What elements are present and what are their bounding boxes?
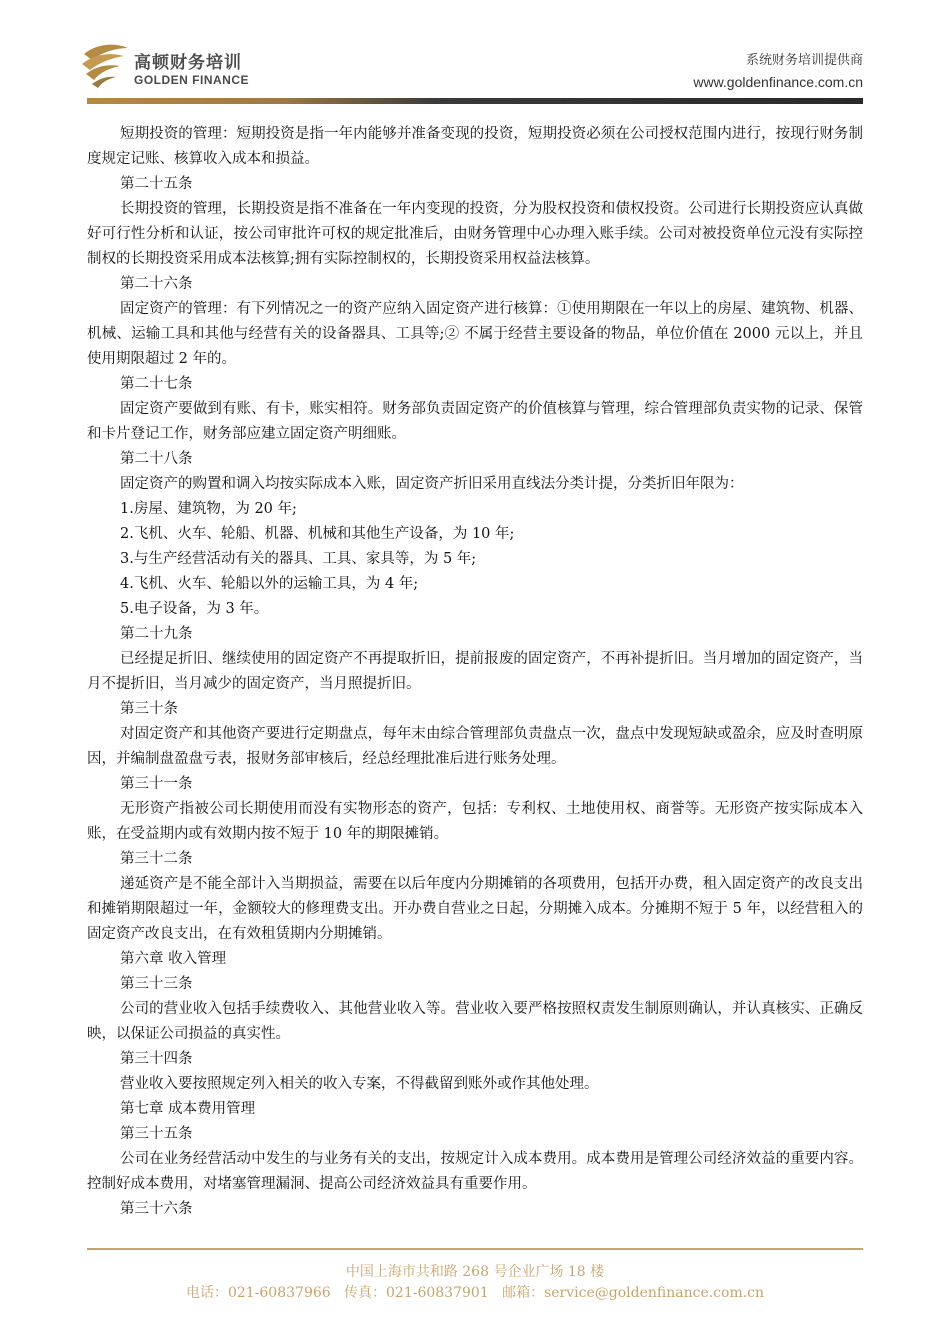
article-heading: 第三十条	[120, 701, 178, 717]
article-heading: 第三十三条	[120, 976, 193, 992]
article-heading: 第三十二条	[120, 851, 193, 867]
paragraph: 固定资产要做到有账、有卡，账实相符。财务部负责固定资产的价值核算与管理，综合管理部负责实物的记录、保管和卡片登记工作，财务部应建立固定资产明细账。	[87, 401, 863, 442]
logo-english-name: GOLDEN FINANCE	[134, 73, 249, 87]
list-item: 5.电子设备，为 3 年。	[120, 601, 269, 617]
page-footer	[0, 1262, 950, 1304]
footer-address: 中国上海市共和路 268 号企业广场 18 楼	[345, 1264, 605, 1280]
paragraph: 短期投资的管理：短期投资是指一年内能够并准备变现的投资，短期投资必须在公司授权范围内进行，按现行财务制度规定记账、核算收入成本和损益。	[87, 126, 863, 167]
article-heading: 第二十六条	[120, 276, 193, 292]
header-tagline: 系统财务培训提供商	[745, 53, 863, 68]
paragraph: 已经提足折旧、继续使用的固定资产不再提取折旧，提前报废的固定资产，不再补提折旧。当月增加的固定资产，当月不提折旧，当月减少的固定资产，当月照提折旧。	[87, 651, 863, 692]
list-item: 4.飞机、火车、轮船以外的运输工具，为 4 年;	[120, 576, 419, 592]
article-heading: 第三十一条	[120, 776, 193, 792]
paragraph: 固定资产的购置和调入均按实际成本入账，固定资产折旧采用直线法分类计提，分类折旧年限为：	[120, 476, 744, 492]
logo-chinese-name: 高顿财务培训	[134, 53, 242, 73]
header-website: www.goldenfinance.com.cn	[693, 74, 863, 90]
paragraph: 长期投资的管理，长期投资是指不准备在一年内变现的投资，分为股权投资和债权投资。公司进行长期投资应认真做好可行性分析和认证，按公司审批许可权的规定批准后，由财务管理中心办理入账手续。公司对被投资单位元没有实际控制权的长期投资采用成本法核算;拥有实际控制权的，长期投资采用权益法核算。	[87, 201, 863, 267]
paragraph: 固定资产的管理：有下列情况之一的资产应纳入固定资产进行核算：①使用期限在一年以上的房屋、建筑物、机器、机械、运输工具和其他与经营有关的设备器具、工具等;② 不属于经营主要设备的物品，单位价值在 2000 元以上，并且使用期限超过 2 年的。	[87, 301, 863, 367]
footer-contact: 电话：021-60837966 传真：021-60837901 邮箱：service@goldenfinance.com.cn	[185, 1285, 765, 1301]
paragraph: 公司的营业收入包括手续费收入、其他营业收入等。营业收入要严格按照权责发生制原则确认，并认真核实、正确反映，以保证公司损益的真实性。	[87, 1001, 863, 1042]
article-heading: 第三十四条	[120, 1051, 193, 1067]
header-divider	[87, 98, 863, 104]
list-item: 2.飞机、火车、轮船、机器、机械和其他生产设备，为 10 年;	[120, 526, 515, 542]
header-info	[693, 52, 863, 92]
document-body	[87, 122, 863, 1222]
article-heading: 第二十八条	[120, 451, 193, 467]
paragraph: 对固定资产和其他资产要进行定期盘点，每年末由综合管理部负责盘点一次，盘点中发现短缺或盈余，应及时查明原因，并编制盘盈盘亏表，报财务部审核后，经总经理批准后进行账务处理。	[87, 726, 863, 767]
article-heading: 第二十九条	[120, 626, 193, 642]
chapter-heading: 第六章 收入管理	[120, 951, 227, 967]
paragraph: 递延资产是不能全部计入当期损益，需要在以后年度内分期摊销的各项费用，包括开办费，租入固定资产的改良支出和摊销期限超过一年，金额较大的修理费支出。开办费自营业之日起，分期摊入成本。分摊期不短于 5 年，以经营租入的固定资产改良支出，在有效租赁期内分期摊销。	[87, 876, 863, 942]
article-heading: 第三十五条	[120, 1126, 193, 1142]
chapter-heading: 第七章 成本费用管理	[120, 1101, 256, 1117]
article-heading: 第二十七条	[120, 376, 193, 392]
article-heading: 第二十五条	[120, 176, 193, 192]
paragraph: 无形资产指被公司长期使用而没有实物形态的资产，包括：专利权、土地使用权、商誉等。无形资产按实际成本入账，在受益期内或有效期内按不短于 10 年的期限摊销。	[87, 801, 863, 842]
list-item: 3.与生产经营活动有关的器具、工具、家具等，为 5 年;	[120, 551, 477, 567]
golden-wings-logo-icon	[80, 40, 130, 92]
list-item: 1.房屋、建筑物，为 20 年;	[120, 501, 297, 517]
paragraph: 营业收入要按照规定列入相关的收入专案，不得截留到账外或作其他处理。	[120, 1076, 599, 1092]
paragraph: 公司在业务经营活动中发生的与业务有关的支出，按规定计入成本费用。成本费用是管理公司经济效益的重要内容。控制好成本费用，对堵塞管理漏洞、提高公司经济效益具有重要作用。	[87, 1151, 863, 1192]
company-logo	[80, 40, 280, 92]
footer-divider	[87, 1248, 863, 1250]
article-heading: 第三十六条	[120, 1201, 193, 1217]
